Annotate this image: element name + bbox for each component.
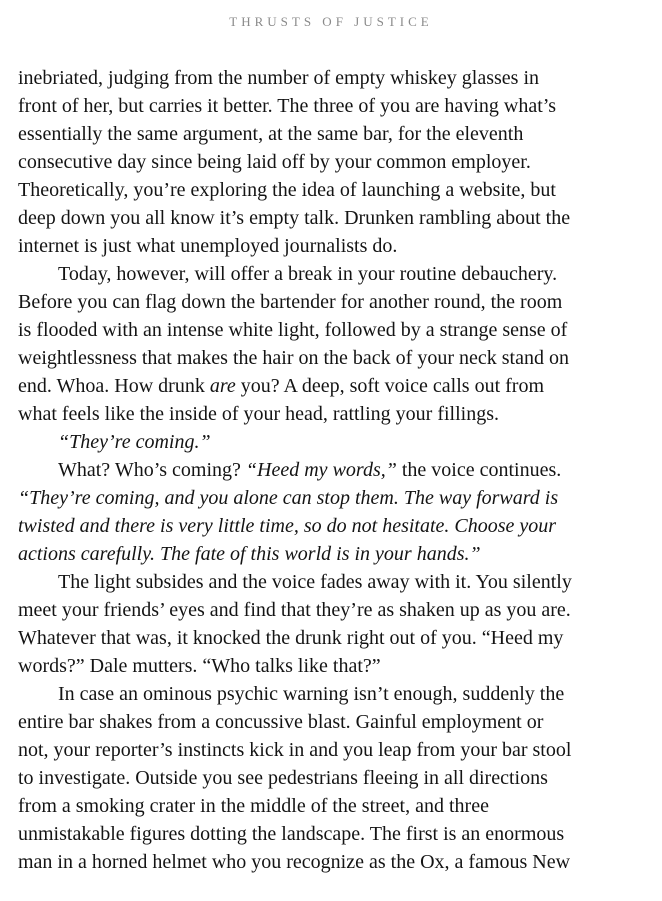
italic-text: are — [209, 375, 236, 397]
text-run: meet your friends’ eyes and find that they’re as shaken up as you are. — [18, 599, 571, 621]
text-line — [18, 64, 648, 92]
text-run: Theoretically, you’re exploring the idea of launching a website, but — [18, 179, 556, 201]
text-run: essentially the same argument, at the same bar, for the eleventh — [18, 123, 524, 145]
text-run: Today, however, will offer a break in your routine debauchery. — [58, 263, 558, 285]
text-line — [18, 260, 648, 288]
text-line — [18, 120, 648, 148]
text-line — [18, 316, 648, 344]
text-line — [18, 512, 648, 540]
text-run: consecutive day since being laid off by your common employer. — [18, 151, 531, 173]
text-line — [18, 484, 648, 512]
text-line — [18, 624, 648, 652]
italic-text: actions carefully. The fate of this world is in your hands.” — [18, 543, 481, 565]
text-run: inebriated, judging from the number of empty whiskey glasses in — [18, 67, 540, 89]
text-line — [18, 568, 648, 596]
text-run: the voice continues. — [396, 459, 562, 481]
text-run: unmistakable figures dotting the landscape. The first is an enormous — [18, 823, 565, 845]
running-head: THRUSTS OF JUSTICE — [229, 14, 433, 29]
text-line — [18, 428, 648, 456]
text-line — [18, 176, 648, 204]
italic-text: “Heed my words,” — [245, 459, 397, 481]
text-run: not, your reporter’s instincts kick in and you leap from your bar stool — [18, 739, 572, 761]
text-run: man in a horned helmet who you recognize as the Ox, a famous New — [18, 851, 571, 873]
italic-text: “They’re coming, and you alone can stop them. The way forward is — [18, 487, 559, 509]
text-line — [18, 372, 648, 400]
text-line — [18, 148, 648, 176]
text-run: front of her, but carries it better. The three of you are having what’s — [18, 95, 557, 117]
text-line — [18, 792, 648, 820]
text-run: weightlessness that makes the hair on the back of your neck stand on — [18, 347, 569, 369]
text-run: Before you can flag down the bartender for another round, the room — [18, 291, 563, 313]
text-line — [18, 736, 648, 764]
text-run: internet is just what unemployed journalists do. — [18, 235, 398, 257]
italic-text: twisted and there is very little time, so do not hesitate. Choose your — [18, 515, 557, 537]
text-run: What? Who’s coming? — [58, 459, 246, 481]
text-line — [18, 456, 648, 484]
text-run: entire bar shakes from a concussive blast. Gainful employment or — [18, 711, 544, 733]
text-run: end. Whoa. How drunk — [18, 375, 210, 397]
text-line — [18, 708, 648, 736]
text-run: deep down you all know it’s empty talk. Drunken rambling about the — [18, 207, 571, 229]
text-run: you? A deep, soft voice calls out from — [235, 375, 545, 397]
text-line — [18, 344, 648, 372]
text-line — [18, 204, 648, 232]
text-line — [18, 540, 648, 568]
text-run: Whatever that was, it knocked the drunk right out of you. “Heed my — [18, 627, 564, 649]
text-line — [18, 820, 648, 848]
text-line — [18, 400, 648, 428]
text-run: from a smoking crater in the middle of the street, and three — [18, 795, 489, 817]
text-line — [18, 288, 648, 316]
text-run: In case an ominous psychic warning isn’t enough, suddenly the — [58, 683, 565, 705]
text-run: what feels like the inside of your head, rattling your fillings. — [18, 403, 499, 425]
text-run: to investigate. Outside you see pedestrians fleeing in all directions — [18, 767, 548, 789]
text-run: The light subsides and the voice fades away with it. You silently — [58, 571, 572, 593]
text-line — [18, 764, 648, 792]
text-line — [18, 232, 648, 260]
body-text — [18, 64, 648, 876]
text-line — [18, 680, 648, 708]
italic-text: “They’re coming.” — [58, 431, 211, 453]
text-line — [18, 652, 648, 680]
text-line — [18, 848, 648, 876]
text-line — [18, 596, 648, 624]
text-run: words?” Dale mutters. “Who talks like that?” — [18, 655, 381, 677]
text-line — [18, 92, 648, 120]
text-run: is flooded with an intense white light, followed by a strange sense of — [18, 319, 568, 341]
